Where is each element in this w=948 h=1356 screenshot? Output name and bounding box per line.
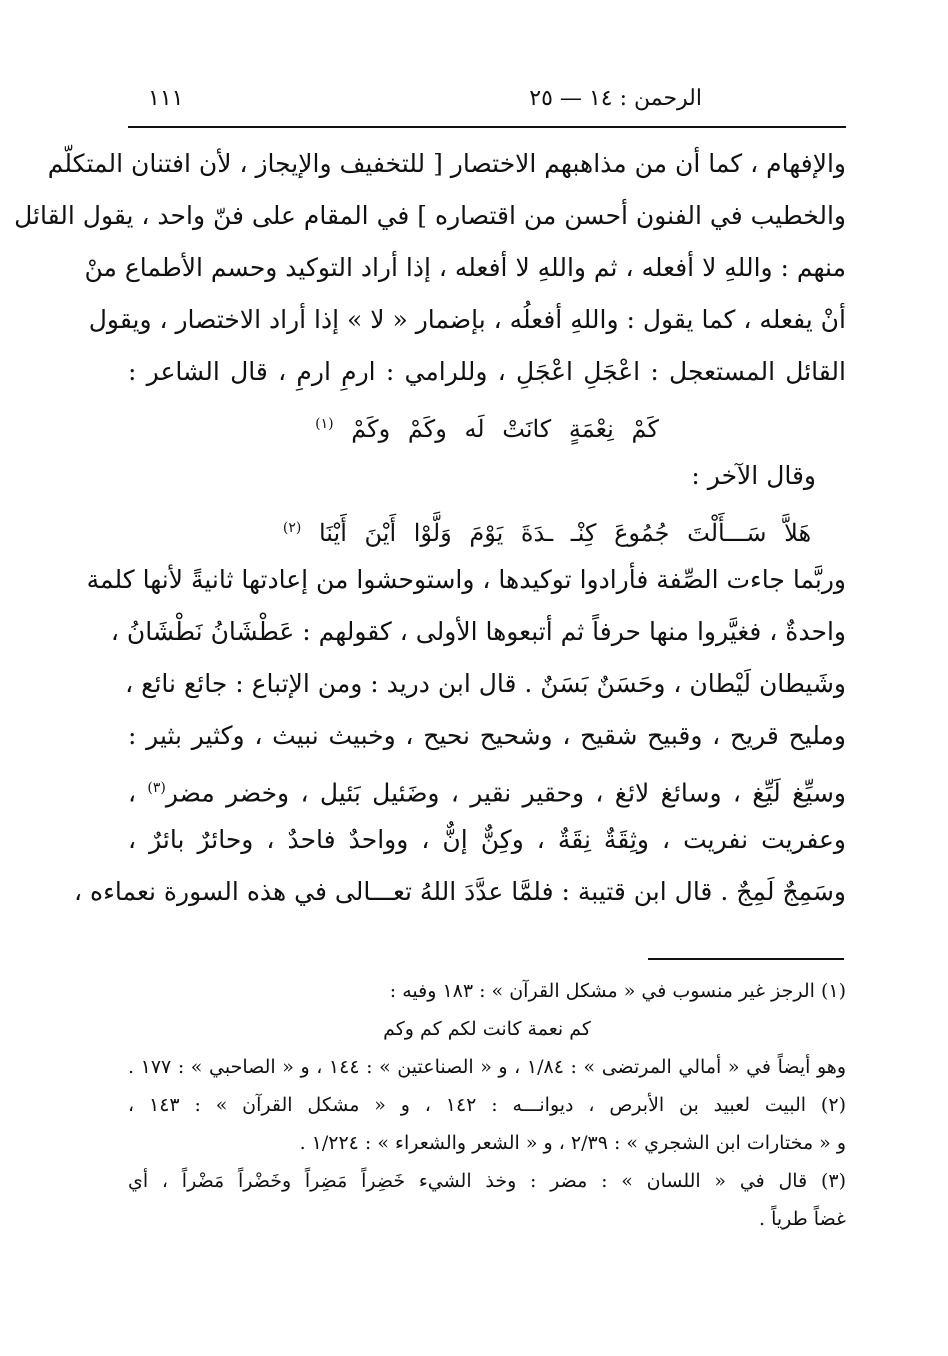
footnote-marker: (١) — [315, 416, 334, 432]
footnote-2: (٢) البيت لعبيد بن الأبرص ، ديوانـــه : ١٤٢ ، و « مشكل القرآن » : ١٤٣ ، — [128, 1094, 846, 1116]
verse-line — [128, 502, 846, 554]
body-line: والخطيب في الفنون أحسن من اقتصاره ] في المقام على فنّ واحد ، يقول القائل — [14, 201, 846, 230]
body-text — [14, 138, 846, 918]
verse-line — [128, 398, 846, 450]
body-line: أنْ يفعله ، كما يقول : واللهِ أفعلُه ، بإضمار « لا » إذا أراد الاختصار ، ويقول — [88, 305, 846, 334]
body-line-text: وسيِّغ لَيِّغ ، وسائغ لائغ ، وحقير نقير ، وضَئيل بَئيل ، وخضر مضر — [165, 778, 846, 808]
footnote-marker: (٣) — [147, 780, 166, 796]
running-title: الرحمن : ١٤ — ٢٥ — [529, 86, 702, 111]
verse-intro: وقال الآخر : — [691, 461, 816, 490]
footnote-3: (٣) قال في « اللسان » : مضر : وخذ الشيء خَضِراً مَضِراً وخَضْراً مَضْراً ، أي — [128, 1170, 846, 1192]
body-line: القائل المستعجل : اعْجَلِ اعْجَلِ ، وللرامي : ارمِ ارمِ ، قال الشاعر : — [128, 357, 846, 386]
body-line: وسَمِجٌ لَمِجٌ . قال ابن قتيبة : فلمَّا عدَّدَ اللهُ تعـــالى في هذه السورة نعماءه ، — [74, 877, 846, 906]
footnote-3-continuation: غضاً طرياً . — [758, 1208, 846, 1230]
footnotes — [128, 972, 846, 1238]
body-line: والإفهام ، كما أن من مذاهبهم الاختصار [ للتخفيف والإيجاز ، لأن افتنان المتكلّم — [47, 149, 846, 178]
footnote-1-continuation: وهو أيضاً في « أمالي المرتضى » : ١/٨٤ ، و « الصناعتين » : ١٤٤ ، و « الصاحبي » : ١٧٧ . — [128, 1056, 846, 1078]
verse-text: هَلاَّ سَـــأَلْتَ جُمُوعَ كِنْـ ـدَةَ يَوْمَ وَلَّوْا أَيْنَ أَيْنَا — [318, 519, 812, 547]
body-line: منهم : واللهِ لا أفعله ، ثم واللهِ لا أفعله ، إذا أراد التوكيد وحسم الأطماع منْ — [84, 253, 846, 282]
body-line: وربَّما جاءت الصِّفة فأرادوا توكيدها ، واستوحشوا من إعادتها ثانيةً لأنها كلمة — [86, 565, 846, 594]
footnote-marker: (٢) — [282, 520, 302, 536]
footnote-rule — [648, 958, 844, 960]
footnote-2-continuation: و « مختارات ابن الشجري » : ٢/٣٩ ، و « الشعر والشعراء » : ١/٢٢٤ . — [299, 1132, 846, 1154]
footnote-1-verse: كم نعمة كانت لكم كم وكم — [383, 1018, 591, 1040]
page-header — [130, 86, 842, 122]
body-line: واحدةٌ ، فغيَّروا منها حرفاً ثم أتبعوها الأولى ، كقولهم : عَطْشَانُ نَطْشَانُ ، — [110, 617, 846, 646]
body-line-end: ، — [128, 778, 137, 808]
body-line: وشَيطان لَيْطان ، وحَسَنٌ بَسَنٌ . قال ابن دريد : ومن الإتباع : جائع نائع ، — [125, 669, 846, 698]
page-number: ١١١ — [148, 86, 184, 111]
body-line: وعفريت نفريت ، وثِقَةٌ نِقَةٌ ، وكِنٌّ إنٌّ ، وواحدٌ فاحدٌ ، وحائرٌ بائرٌ ، — [128, 825, 846, 854]
header-rule — [128, 126, 846, 128]
body-line — [128, 762, 846, 814]
footnote-1: (١) الرجز غير منسوب في « مشكل القرآن » : ١٨٣ وفيه : — [389, 980, 846, 1002]
verse-text: كَمْ نِعْمَةٍ كانَتْ لَه وكَمْ وكَمْ — [351, 415, 659, 443]
body-line: ومليح قريح ، وقبيح شقيح ، وشحيح نحيح ، وخبيث نبيث ، وكثير بثير : — [128, 721, 846, 750]
